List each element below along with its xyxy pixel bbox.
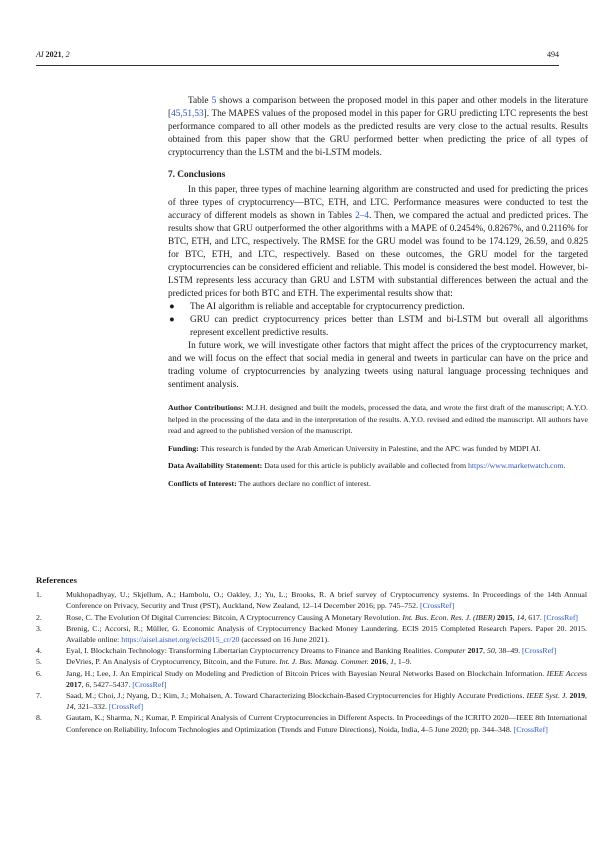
reference-item (36, 712, 587, 734)
crossref-link[interactable]: [CrossRef] (108, 702, 144, 712)
reference-number: 4. (36, 646, 42, 656)
citation-links[interactable]: 45,51,53 (171, 109, 204, 119)
publication-year: 2015 (497, 612, 513, 622)
reference-text: Eyal, I. Blockchain Technology: Transforming Libertarian Cryptocurrency Dreams to Finance and Banking Realities. Computer 2017, 50, 38–49. [CrossRef] (66, 646, 557, 656)
reference-item (36, 690, 587, 712)
reference-text: Rose, C. The Evolution Of Digital Currencies: Bitcoin, A Cryptocurrency Causing A Monetary Revolution. Int. Bus. Econ. Res. J. (IBER) 2015, 14, 617. [CrossRef] (66, 612, 579, 622)
reference-item (36, 612, 587, 623)
author-contributions: Author Contributions: M.J.H. designed and built the models, processed the data, and wrote the first draft of the manuscript; A.Y.O. helped in the processing of the data and in the interpretation of the results. A.Y.O. revised and edited the manuscript. All authors have read and agreed to the published version of the manuscript. (168, 403, 588, 435)
journal-name: Int. J. Bus. Manag. Commer. (279, 657, 369, 667)
conclusions-paragraph-1: In this paper, three types of machine learning algorithm are constructed and used for predicting the prices of three types of cryptocurrency—BTC, ETH, and LTC. Performance measures were conducted to test the accuracy of different models as shown in Tables 2–4. Then, we compared the actual and predicted prices. The results show that GRU outperformed the other algorithms with a MAPE of 0.2454%, 0.8267%, and 0.2116% for BTC, ETH, and LTC, respectively. The RMSE for the GRU model was found to be 174.129, 26.59, and 0.825 for BTC, ETH, and LTC, respectively. Based on these outcomes, the GRU model for the targeted cryptocurrencies can be considered efficient and reliable. This model is considered the best model. However, bi-LSTM represents less accuracy than GRU and LSTM with substantial differences between the actual and the predicted prices for both BTC and ETH. The experimental results show that: (168, 185, 588, 299)
reference-body: Brenig, C.; Accorsi, R.; Müller, G. Economic Analysis of Cryptocurrency Backed Money Laundering. ECIS 2015 Completed Research Papers. Paper 20. 2015. Available online: (66, 623, 587, 645)
reference-number: 3. (36, 623, 42, 633)
volume-number: 14 (66, 702, 74, 712)
reference-item (36, 645, 587, 656)
data-availability: Data Availability Statement: Data used for this article is publicly available and collected from https://www.marketwatch.com. (168, 461, 566, 470)
reference-text (66, 712, 587, 734)
volume-number: 1 (390, 657, 395, 667)
access-note: (accessed on 16 June 2021). (239, 635, 330, 645)
page-range: , 38–49. (494, 646, 523, 656)
reference-text: Jang, H.; Lee, J. An Empirical Study on Modeling and Prediction of Bitcoin Prices with Bayesian Neural Networks Based on Blockchain Information. IEEE Access 2017, 6, 5427–5437. [CrossRef] (66, 668, 588, 689)
conclusions-paragraph-2: In future work, we will investigate other factors that might affect the prices of the cryptocurrency market, and we will focus on the effect that social media in general and tweets in particular can have on the price and trading volume of cryptocurrencies by analyzing tweets using natural language processing techniques and sentiment analysis. (168, 341, 588, 390)
funding: Funding: This research is funded by the Arab American University in Palestine, and the APC was funded by MDPI AI. (168, 443, 541, 453)
list-item: ● GRU can predict cryptocurrency prices better than LSTM and bi-LSTM but overall all algorithms represent excellent predictive results. (169, 315, 588, 338)
reference-number: 5. (36, 657, 42, 667)
page-number: 494 (547, 50, 559, 59)
bullet-icon: ● (169, 302, 175, 312)
table-link[interactable]: 5 (211, 96, 217, 106)
reference-item (36, 668, 587, 690)
page-range: , 1–9. (394, 657, 412, 667)
volume-number: 6 (85, 679, 90, 689)
page-range: , 617. (524, 612, 544, 622)
reference-body: DeVries, P. An Analysis of Cryptocurrency, Bitcoin, and the Future. (66, 657, 280, 667)
crossref-link[interactable]: [CrossRef] (543, 612, 579, 622)
reference-text (66, 589, 587, 611)
reference-number: 8. (36, 713, 42, 723)
publication-year: 2016 (370, 657, 387, 667)
crossref-link[interactable]: [CrossRef] (419, 601, 455, 611)
references-title: References (36, 575, 77, 585)
publication-year: 2017 (66, 679, 82, 689)
reference-url-link[interactable]: https://aisel.aisnet.org/ecis2015_cr/20 (121, 635, 240, 645)
page-range: , 321–332. (73, 702, 109, 712)
reference-item (36, 589, 587, 611)
crossref-link[interactable]: [CrossRef] (522, 646, 557, 656)
section-title: 7. Conclusions (168, 170, 226, 180)
reference-item (36, 623, 587, 645)
main-text (168, 95, 588, 495)
reference-list (36, 589, 587, 735)
reference-number: 1. (36, 590, 42, 600)
journal-citation: AI 2021, 2 (36, 50, 70, 59)
reference-number: 6. (36, 668, 42, 678)
running-header (36, 50, 559, 66)
journal-name: IEEE Access (546, 668, 588, 678)
reference-text: Saad, M.; Choi, J.; Nyang, D.; Kim, J.; Mohaisen, A. Toward Characterizing Blockchain-Based Cryptocurrencies for Highly Accurate Predictions. IEEE Syst. J. 2019, 14, 321–332. [CrossRef] (66, 691, 587, 712)
reference-body: Saad, M.; Choi, J.; Nyang, D.; Kim, J.; Mohaisen, A. Toward Characterizing Blockchain-Based Cryptocurrencies for Highly Accurate Predictions. (66, 691, 527, 701)
crossref-link[interactable]: [CrossRef] (513, 724, 548, 734)
reference-body: Eyal, I. Blockchain Technology: Transforming Libertarian Cryptocurrency Dreams to Finance and Banking Realities. (66, 646, 435, 656)
journal-name: Int. Bus. Econ. Res. J. (IBER) (402, 612, 496, 622)
reference-body: Rose, C. The Evolution Of Digital Currencies: Bitcoin, A Cryptocurrency Causing A Monetary Revolution. (66, 612, 403, 622)
back-matter (168, 402, 588, 489)
publication-year: 2019 (569, 691, 586, 701)
data-url-link[interactable]: https://www.marketwatch.com (467, 461, 564, 470)
volume-number: 14 (516, 612, 525, 622)
publication-year: 2017 (467, 646, 484, 656)
journal-name: Computer (434, 646, 466, 656)
list-item: ● The AI algorithm is reliable and acceptable for cryptocurrency prediction. (169, 302, 465, 312)
intro-paragraph: Table 5 shows a comparison between the proposed model in this paper and other models in the literature [45,51,53]. The MAPES values of the proposed model in this paper for GRU predicting LTC represents the best performance compared to all other models as the predicted results are very close to the actual results. Results obtained from this paper show that the GRU performed better when predicting the price of all types of cryptocurrency than the LSTM and the bi-LSTM models. (168, 96, 589, 158)
bullet-icon: ● (169, 315, 175, 325)
reference-body: Mukhopadhyay, U.; Skjellum, A.; Hambolu, O.; Oakley, J.; Yu, L.; Brooks, R. A brief survey of Cryptocurrency systems. In Proceedings of the 14th Annual Conference on Privacy, Security and Trust (PST), Auckland, New Zealand, 12–14 December 2016; pp. 745–752. (66, 590, 587, 611)
crossref-link[interactable]: [CrossRef] (132, 679, 167, 689)
tables-link[interactable]: 2–4 (355, 211, 370, 221)
references-section (36, 575, 587, 735)
reference-text: DeVries, P. An Analysis of Cryptocurrency, Bitcoin, and the Future. Int. J. Bus. Manag. Commer. 2016, 1, 1–9. (66, 657, 412, 667)
results-list (168, 301, 588, 340)
reference-body: Jang, H.; Lee, J. An Empirical Study on Modeling and Prediction of Bitcoin Prices with Bayesian Neural Networks Based on Blockchain Information. (66, 668, 547, 678)
conflicts-of-interest: Conflicts of Interest: The authors declare no conflict of interest. (168, 478, 371, 488)
page-range: , 5427–5437. (89, 679, 133, 689)
journal-name: IEEE Syst. J. (526, 691, 568, 701)
reference-body: Gautam, K.; Sharma, N.; Kumar, P. Empirical Analysis of Current Cryptocurrencies in Different Aspects. In Proceedings of the ICRITO 2020—IEEE 8th International Conference on Reliability, Infocom Technologies and Optimization (Trends and Future Directions), Noida, India, 4–5 June 2020; pp. 344–348. (66, 713, 587, 734)
reference-number: 7. (36, 691, 42, 701)
volume-number: 50 (486, 646, 495, 656)
reference-item (36, 656, 587, 667)
reference-text (66, 623, 587, 645)
reference-number: 2. (36, 612, 42, 622)
